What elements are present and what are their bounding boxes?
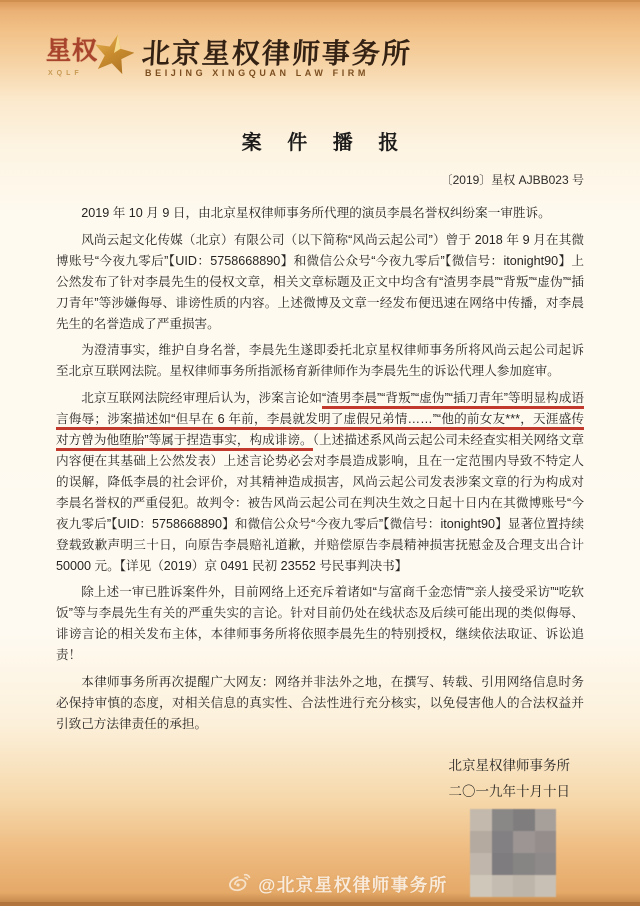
paragraph-text: 本律师事务所再次提醒广大网友：网络并非法外之地，在撰写、转载、引用网络信息时务必保持审慎的态度，对相关信息的真实性、合法性进行充分核实，以免侵害他人的合法权益并引致己方法律责任的承担。 bbox=[56, 675, 584, 731]
document-number: 〔2019〕星权 AJBB023 号 bbox=[440, 173, 584, 187]
paragraph-text: 2019 年 10 月 9 日，由北京星权律师事务所代理的演员李晨名誉权纠纷案一审胜诉。 bbox=[81, 206, 551, 220]
case-report-document bbox=[56, 126, 584, 805]
seal-subtext: XQLF bbox=[48, 70, 83, 77]
star-icon bbox=[94, 32, 134, 76]
weibo-watermark bbox=[18, 871, 640, 898]
weibo-icon bbox=[228, 871, 252, 898]
paragraph-text: 为澄清事实，维护自身名誉，李晨先生遂即委托北京星权律师事务所将风尚云起公司起诉至北京互联网法院。星权律师事务所指派杨育新律师作为李晨先生的诉讼代理人参加庭审。 bbox=[56, 343, 584, 379]
paragraph-text: 风尚云起文化传媒（北京）有限公司（以下简称“风尚云起公司”）曾于 2018 年 9 月在其微博账号“今夜九零后”【UID：5758668890】和微信公众号“今夜九零后”【微信号：itonight90】上公然发布了针对李晨先生的侵权文章，相关文章标题及正文中均含有“渣男李晨”“背叛”“虚伪”“插刀青年”等涉嫌侮辱、诽谤性质的内容。上述微博及文章一经发布便迅速在网络中传播，对李晨先生的名誉造成了严重损害。 bbox=[56, 232, 584, 331]
document-body bbox=[56, 203, 584, 735]
signature-block bbox=[56, 753, 584, 805]
paragraph-text: 除上述一审已胜诉案件外，目前网络上还充斥着诸如“与富商千金恋情”“亲人接受采访”“吃软饭”等与李晨先生有关的严重失实的言论。针对目前仍处在线状态及后续可能出现的类似侮辱、诽谤言论的相关发布主体，本律师事务所将依照李晨先生的特别授权，继续依法取证、诉讼追责！ bbox=[56, 585, 584, 663]
page-title: 案 件 播 报 bbox=[241, 132, 409, 154]
signature-firm-name: 北京星权律师事务所 bbox=[448, 757, 570, 773]
paragraph-text: 北京互联网法院经审理后认为，涉案言论如 bbox=[81, 391, 322, 406]
paragraph-lawsuit-filing bbox=[56, 340, 584, 382]
photo-top-edge bbox=[0, 0, 640, 2]
photo-bottom-edge bbox=[0, 902, 640, 906]
paragraph-further-action bbox=[56, 582, 584, 666]
firm-name-en: BEIJING XINGQUAN LAW FIRM bbox=[145, 68, 370, 78]
signature-date: 二〇一九年十月十日 bbox=[448, 783, 570, 799]
paragraph-infringement-facts bbox=[56, 230, 584, 335]
seal-text: 星权 bbox=[45, 38, 98, 65]
watermark-text: @北京星权律师事务所 bbox=[258, 875, 448, 895]
paragraph-public-reminder bbox=[56, 672, 584, 735]
paragraph-court-ruling bbox=[56, 388, 584, 576]
firm-seal-logo bbox=[44, 28, 100, 70]
paragraph-text: （上述描述系风尚云起公司未经查实相关网络文章内容便在其基础上公然发表）上述言论势必会对李晨造成影响，且在一定范围内导致不特定人的误解，降低李晨的社会评价，对其精神造成损害，风尚云起公司发表涉案文章的行为构成对李晨名誉权的严重侵犯。故判令：被告风尚云起公司在判决生效之日起十日内在其微博账号“今夜九零后”【UID：5758668890】和微信公众号“今夜九零后”【微信号：itonight90】显著位置持续登载致歉声明三十日，向原告李晨赔礼道歉，并赔偿原告李晨精神损害抚慰金及合理支出合计 50000 元。【详见（2019）京 0491 民初 23552 号民事判决书】 bbox=[56, 433, 584, 573]
firm-name-cn: 北京星权律师事务所 bbox=[141, 39, 413, 70]
paragraph-verdict-summary bbox=[56, 203, 584, 224]
red-underlined-text: “渣男李晨”“背叛”“虚伪”“插刀青年”等明显构成语言侮辱；涉案描述如“但早在 6 年前，李晨就发明了虚假兄弟情……”“他的前女友***，天涯盛传对方曾为他堕胎”等属于捏造事实，构成诽谤。 bbox=[56, 391, 584, 450]
